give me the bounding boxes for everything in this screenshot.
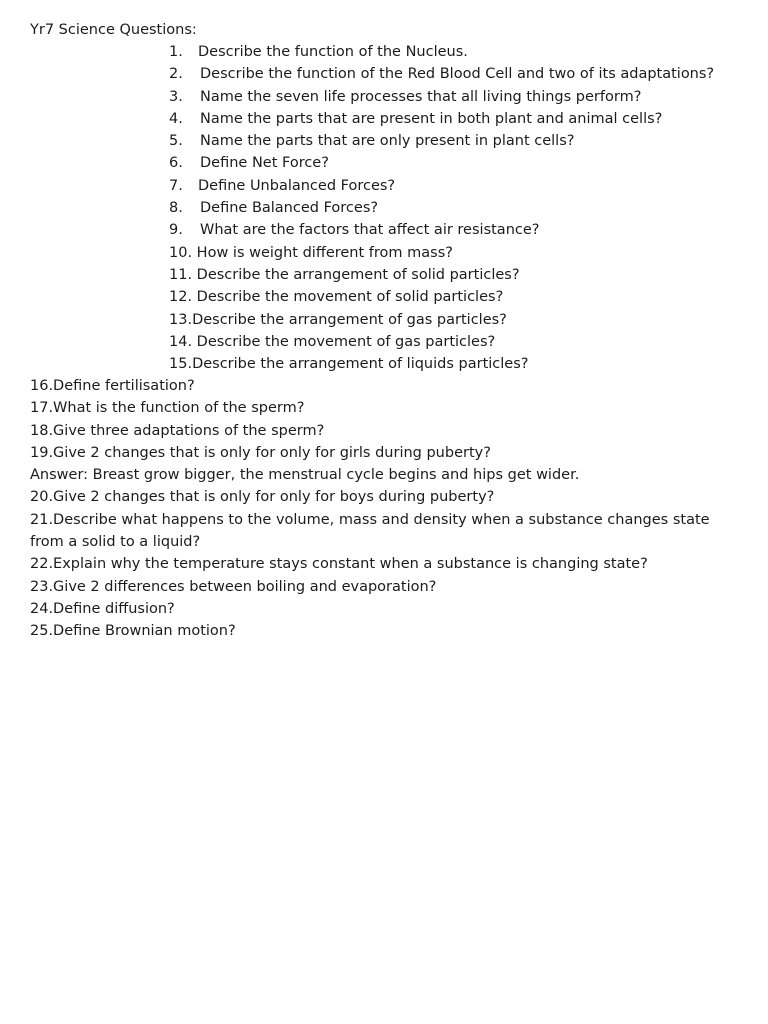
question-item-2 — [169, 63, 759, 85]
question-number: 5. — [169, 133, 183, 150]
question-text: Define Balanced Forces? — [200, 200, 379, 217]
question-number: 2. — [169, 66, 183, 83]
question-number: 7. — [169, 177, 183, 194]
question-item-4 — [169, 108, 759, 130]
question-item-17: 17.What is the function of the sperm? — [30, 400, 305, 417]
question-item-16: 16.Define fertilisation? — [30, 378, 195, 394]
question-number: 9. — [169, 222, 183, 239]
question-item-22: 22.Explain why the temperature stays constant when a substance is changing state? — [30, 556, 648, 573]
question-text: Name the parts that are only present in plant cells? — [200, 133, 575, 150]
question-number: 3. — [169, 88, 183, 105]
question-item-9 — [169, 219, 759, 241]
question-number: 15. — [169, 356, 193, 373]
question-item-8 — [169, 197, 759, 219]
question-item-13 — [169, 309, 759, 331]
question-item-11 — [169, 264, 759, 286]
question-text: What are the factors that affect air resistance? — [200, 222, 540, 239]
question-item-3 — [169, 86, 759, 108]
question-text: Describe the arrangement of solid particles? — [192, 266, 520, 283]
question-item-15 — [169, 353, 759, 375]
question-number: 10. — [169, 244, 193, 261]
question-text: Name the seven life processes that all living things perform? — [200, 88, 642, 105]
question-item-1 — [169, 41, 759, 63]
question-text: Describe the function of the Nucleus. — [198, 44, 468, 60]
question-text: Describe the arrangement of gas particles? — [192, 311, 507, 328]
question-item-21: 21.Describe what happens to the volume, mass and density when a substance changes state from a solid to a liquid? — [30, 511, 710, 551]
question-number: 14. — [169, 333, 193, 350]
question-number: 4. — [169, 110, 183, 127]
question-item-6 — [169, 152, 759, 174]
question-item-12 — [169, 286, 759, 308]
question-number: 12. — [169, 289, 193, 306]
question-text: Describe the movement of gas particles? — [192, 333, 496, 350]
document-title: Yr7 Science Questions: — [30, 22, 197, 38]
question-number: 13. — [169, 311, 193, 328]
question-item-23: 23.Give 2 differences between boiling and evaporation? — [30, 578, 437, 595]
question-item-25: 25.Define Brownian motion? — [30, 623, 236, 640]
question-number: 1. — [169, 44, 183, 60]
question-item-5 — [169, 130, 759, 152]
question-item-18: 18.Give three adaptations of the sperm? — [30, 422, 325, 439]
question-number: 8. — [169, 200, 183, 217]
question-number: 11. — [169, 266, 193, 283]
question-text: Describe the function of the Red Blood Cell and two of its adaptations? — [200, 66, 715, 83]
question-text: Define Net Force? — [200, 155, 329, 172]
question-item-7 — [169, 175, 759, 197]
indented-question-list — [169, 41, 759, 375]
question-item-24: 24.Define diffusion? — [30, 600, 175, 617]
flush-question-list — [30, 375, 730, 643]
question-item-10 — [169, 242, 759, 264]
question-text: Name the parts that are present in both plant and animal cells? — [200, 110, 663, 127]
question-text: Describe the arrangement of liquids particles? — [192, 356, 529, 373]
question-text: Define Unbalanced Forces? — [198, 177, 396, 194]
question-text: How is weight different from mass? — [192, 244, 453, 261]
question-text: Describe the movement of solid particles? — [192, 289, 504, 306]
question-number: 6. — [169, 155, 183, 172]
question-item-20: 20.Give 2 changes that is only for only for boys during puberty? — [30, 489, 495, 506]
question-item-14 — [169, 331, 759, 353]
answer-line: Answer: Breast grow bigger, the menstrual cycle begins and hips get wider. — [30, 467, 580, 484]
question-item-19: 19.Give 2 changes that is only for only for girls during puberty? — [30, 444, 491, 461]
